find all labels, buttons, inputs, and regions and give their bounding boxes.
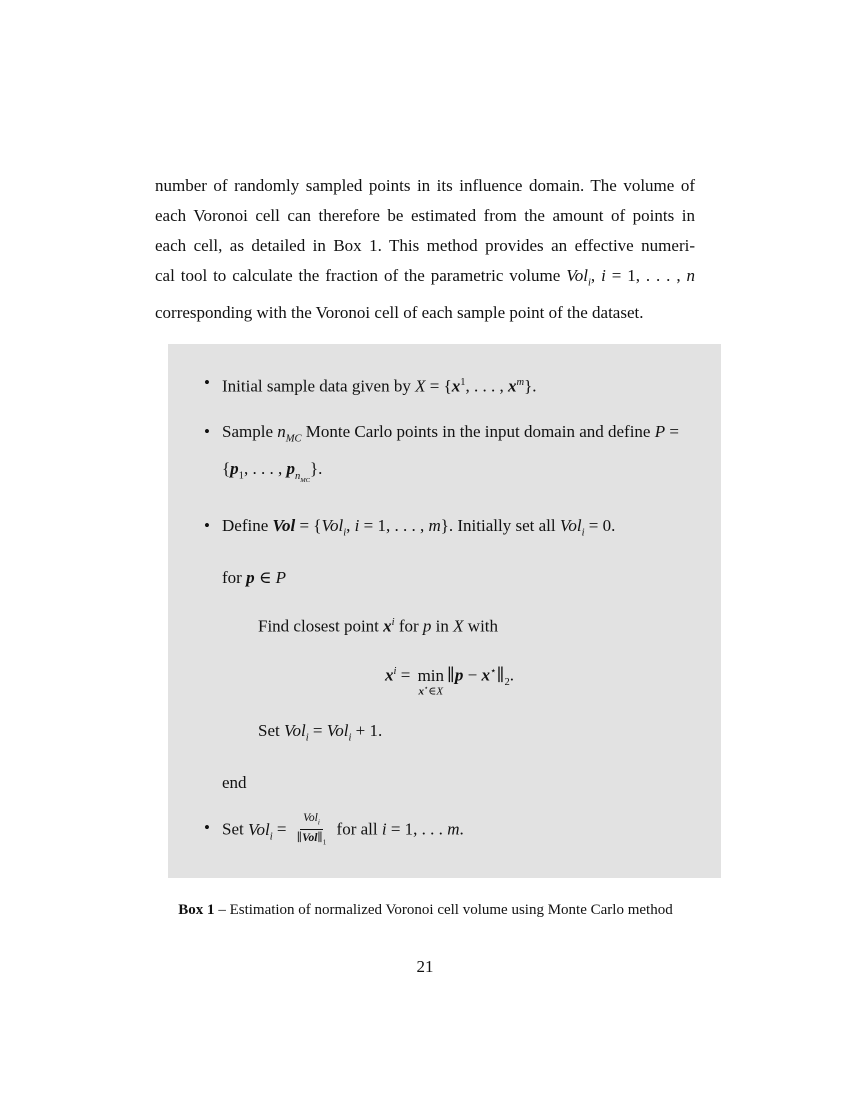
algorithm-increment-line: Set Vol$_i$ = Vol$_i$ + 1. [258,721,383,744]
box-caption-text: – Estimation of normalized Voronoi cell volume using Monte Carlo method [218,902,673,919]
algorithm-find-closest-line: Find closest point $x^i$ for p in X with [258,616,499,636]
paragraph-line: each Voronoi cell can therefore be estimated from the amount of points in [155,206,695,225]
algorithm-step-initial-data: • Initial sample data given by $X = \{x^1$, . . . , $x^m$}. [192,368,707,402]
algorithm-step-normalize: • Set Vol$_i$ = $\frac{Vol_i}{\parallel Vol\parallel_1}$ for all i = 1, . . . m. [192,813,707,852]
page-content [155,171,695,919]
algorithm-end-line: end [222,773,247,793]
page-number: 21 [416,957,434,976]
paragraph-line: each cell, as detailed in Box 1. This method provides an effective numeri- [155,236,695,255]
body-paragraph [155,171,695,328]
paragraph-line: cal tool to calculate the fraction of the parametric volume Vol$_i$, i = 1, . . . , n [155,266,696,289]
box-caption-label: Box 1 [178,902,215,919]
paragraph-line: number of randomly sampled points in its influence domain. The volume of [155,176,695,195]
algorithm-step-define-vol: • Define Vol = {Vol$_i$, i = 1, . . . , m}. Initially set all Vol$_i$ = 0. [192,511,707,548]
algorithm-step-sample-points: • Sample $n_{MC}$ Monte Carlo points in the input domain and define $P = \{p_1$, . . . , $p_{n_{MC}}$}. [192,417,707,496]
algorithm-for-loop-line: for p ∈ P [222,568,287,588]
box-caption [168,902,683,919]
paragraph-line: corresponding with the Voronoi cell of each sample point of the dataset. [155,303,644,323]
algorithm-box [168,344,721,878]
algorithm-min-equation: $x^i$ = min x⋆∈X ∥p − $x^⋆\parallel_2$. [385,665,514,698]
